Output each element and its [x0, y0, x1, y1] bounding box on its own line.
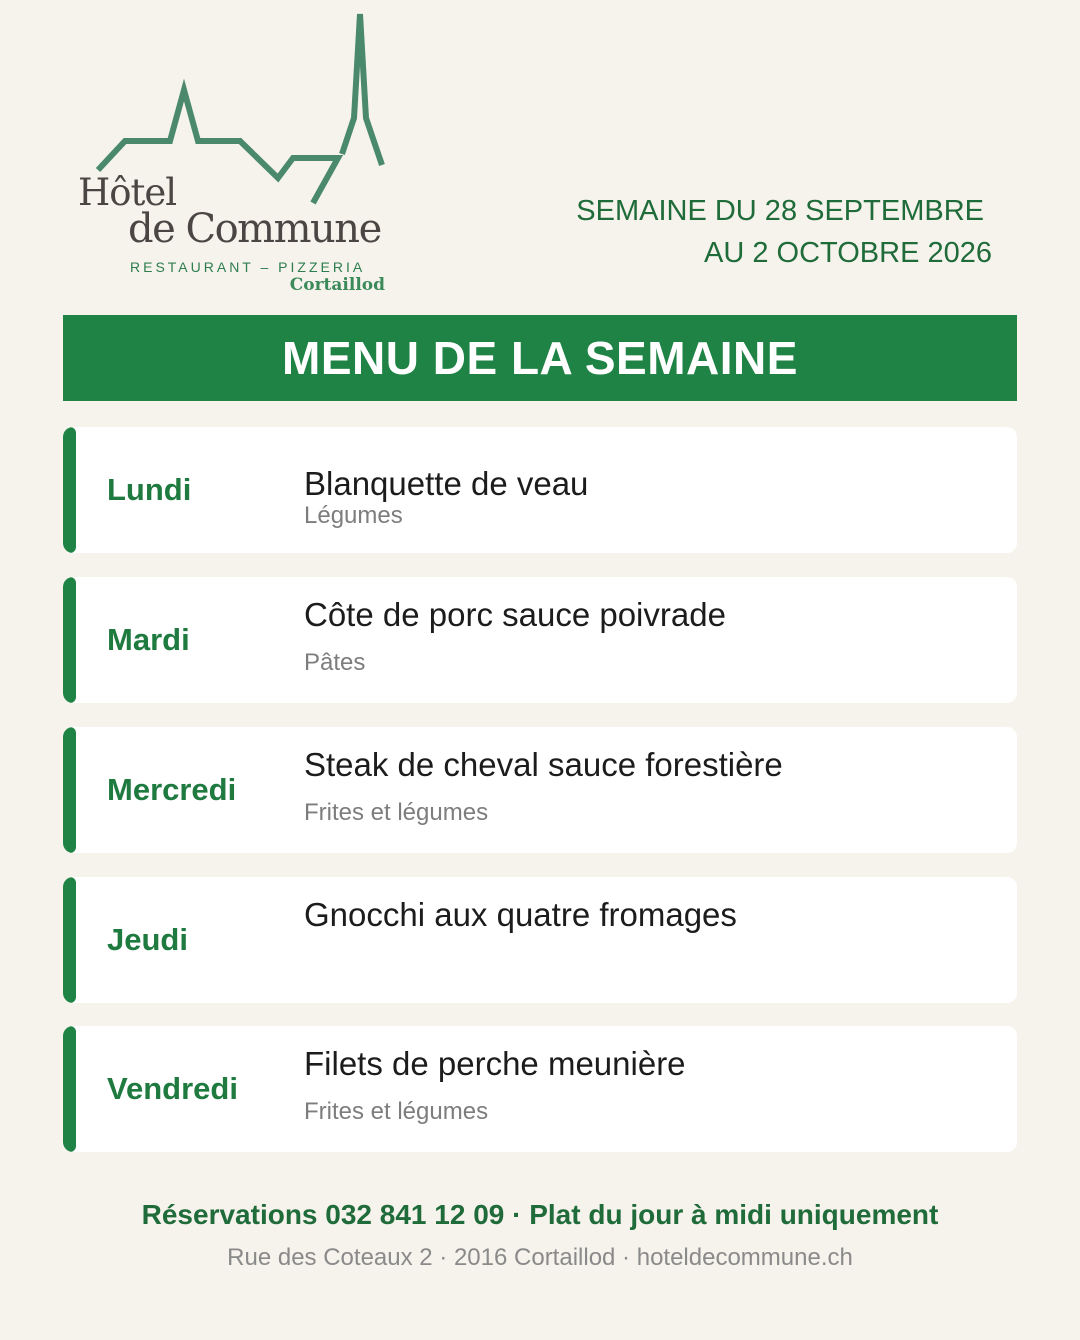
day-accent-bar — [63, 1026, 76, 1152]
logo-town-text: Cortaillod — [289, 275, 385, 295]
day-card-mardi — [63, 577, 1017, 703]
week-heading-line2: AU 2 OCTOBRE 2026 — [704, 237, 992, 269]
logo-hotel-text: Hôtel — [78, 171, 177, 214]
week-heading — [576, 190, 992, 274]
week-heading-line1: SEMAINE DU 28 SEPTEMBRE — [576, 195, 984, 227]
dish-side: Frites et légumes — [304, 1098, 489, 1125]
hotel-logo — [70, 8, 400, 298]
address-line: Rue des Coteaux 2 · 2016 Cortaillod · hoteldecommune.ch — [227, 1244, 853, 1271]
dish-side: Légumes — [304, 502, 403, 529]
menu-banner — [63, 315, 1017, 401]
dish-side: Pâtes — [304, 649, 366, 676]
day-name: Lundi — [107, 472, 192, 507]
day-accent-bar — [63, 577, 76, 703]
day-name: Vendredi — [107, 1071, 238, 1106]
church-skyline-icon — [70, 8, 400, 298]
day-accent-bar — [63, 877, 76, 1003]
dish-name: Côte de porc sauce poivrade — [304, 596, 726, 633]
day-accent-bar — [63, 427, 76, 553]
dish-side: Frites et légumes — [304, 799, 489, 826]
day-name: Mardi — [107, 622, 190, 657]
dish-name: Steak de cheval sauce forestière — [304, 746, 783, 783]
day-card-mercredi — [63, 727, 1017, 853]
banner-title: MENU DE LA SEMAINE — [282, 332, 798, 384]
day-card-vendredi — [63, 1026, 1017, 1152]
logo-restaurant-pizzeria-text: RESTAURANT – PIZZERIA — [130, 259, 366, 275]
day-name: Mercredi — [107, 772, 237, 807]
day-card-jeudi — [63, 877, 1017, 1003]
reservation-line: Réservations 032 841 12 09 · Plat du jour à midi uniquement — [141, 1199, 939, 1230]
dish-name: Gnocchi aux quatre fromages — [304, 896, 737, 933]
day-card-lundi — [63, 427, 1017, 553]
dish-name: Blanquette de veau — [304, 465, 589, 502]
dish-name: Filets de perche meunière — [304, 1045, 686, 1082]
day-accent-bar — [63, 727, 76, 853]
logo-commune-text: de Commune — [128, 206, 381, 252]
day-name: Jeudi — [107, 922, 188, 957]
